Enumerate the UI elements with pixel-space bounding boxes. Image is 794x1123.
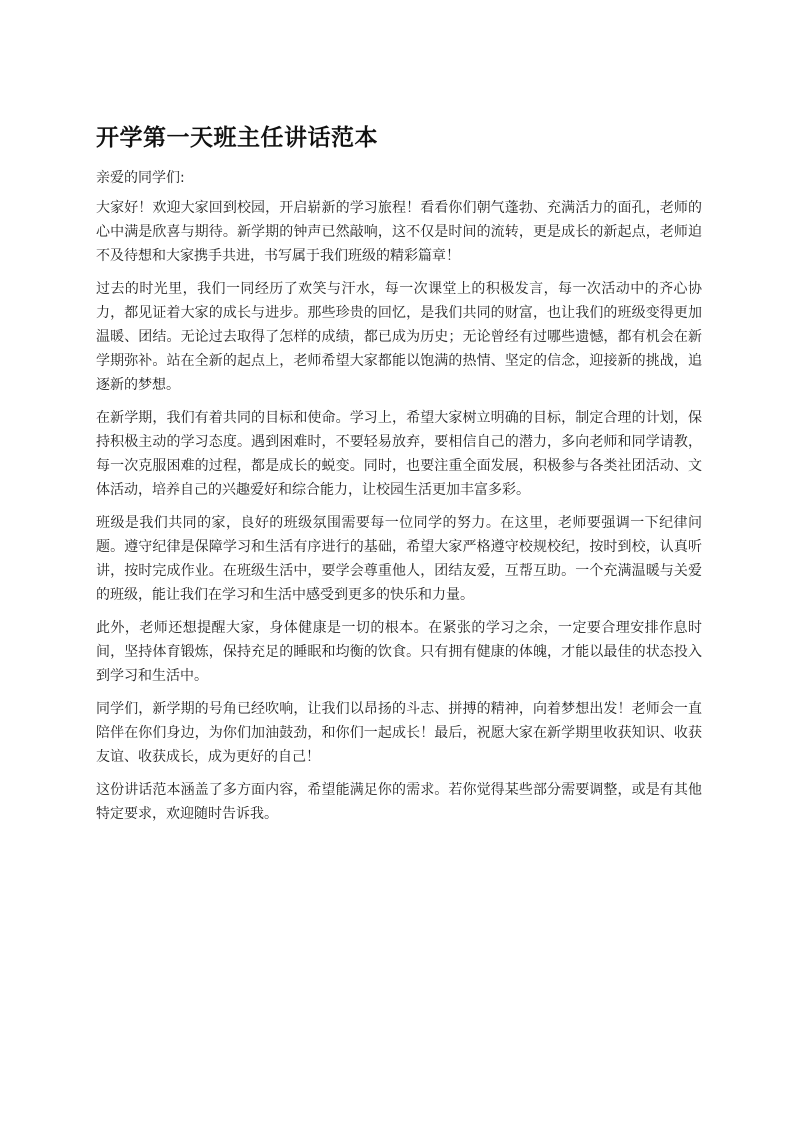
document-title: 开学第一天班主任讲话范本 xyxy=(96,125,378,151)
document-page xyxy=(96,118,702,835)
paragraph-past: 过去的时光里，我们一同经历了欢笑与汗水，每一次课堂上的积极发言，每一次活动中的齐心协力，都见证着大家的成长与进步。那些珍贵的回忆，是我们共同的财富，也让我们的班级变得更加温暖、团结。无论过去取得了怎样的成绩，都已成为历史；无论曾经有过哪些遗憾，都有机会在新学期弥补。站在全新的起点上，老师希望大家都能以饱满的热情、坚定的信念，迎接新的挑战，追逐新的梦想。 xyxy=(96,281,702,393)
paragraph-health: 此外，老师还想提醒大家，身体健康是一切的根本。在紧张的学习之余，一定要合理安排作息时间，坚持体育锻炼，保持充足的睡眠和均衡的饮食。只有拥有健康的体魄，才能以最佳的状态投入到学习和生活中。 xyxy=(96,620,702,684)
paragraph-discipline: 班级是我们共同的家，良好的班级氛围需要每一位同学的努力。在这里，老师要强调一下纪律问题。遵守纪律是保障学习和生活有序进行的基础，希望大家严格遵守校规校纪，按时到校，认真听讲，按时完成作业。在班级生活中，要学会尊重他人，团结友爱，互帮互助。一个充满温暖与关爱的班级，能让我们在学习和生活中感受到更多的快乐和力量。 xyxy=(96,515,702,603)
paragraph-welcome: 大家好！欢迎大家回到校园，开启崭新的学习旅程！看看你们朝气蓬勃、充满活力的面孔，老师的心中满是欣喜与期待。新学期的钟声已然敲响，这不仅是时间的流转，更是成长的新起点，老师迫不及待想和大家携手共进，书写属于我们班级的精彩篇章！ xyxy=(96,200,702,264)
salutation: 亲爱的同学们: xyxy=(96,170,185,186)
paragraph-note: 这份讲话范本涵盖了多方面内容，希望能满足你的需求。若你觉得某些部分需要调整，或是有其他特定要求，欢迎随时告诉我。 xyxy=(96,782,702,822)
paragraph-goals: 在新学期，我们有着共同的目标和使命。学习上，希望大家树立明确的目标，制定合理的计划，保持积极主动的学习态度。遇到困难时，不要轻易放弃，要相信自己的潜力，多向老师和同学请教，每一次克服困难的过程，都是成长的蜕变。同时，也要注重全面发展，积极参与各类社团活动、文体活动，培养自己的兴趣爱好和综合能力，让校园生活更加丰富多彩。 xyxy=(96,410,702,498)
paragraph-closing: 同学们，新学期的号角已经吹响，让我们以昂扬的斗志、拼搏的精神，向着梦想出发！老师会一直陪伴在你们身边，为你们加油鼓劲，和你们一起成长！最后，祝愿大家在新学期里收获知识、收获友谊、收获成长，成为更好的自己！ xyxy=(96,701,702,765)
